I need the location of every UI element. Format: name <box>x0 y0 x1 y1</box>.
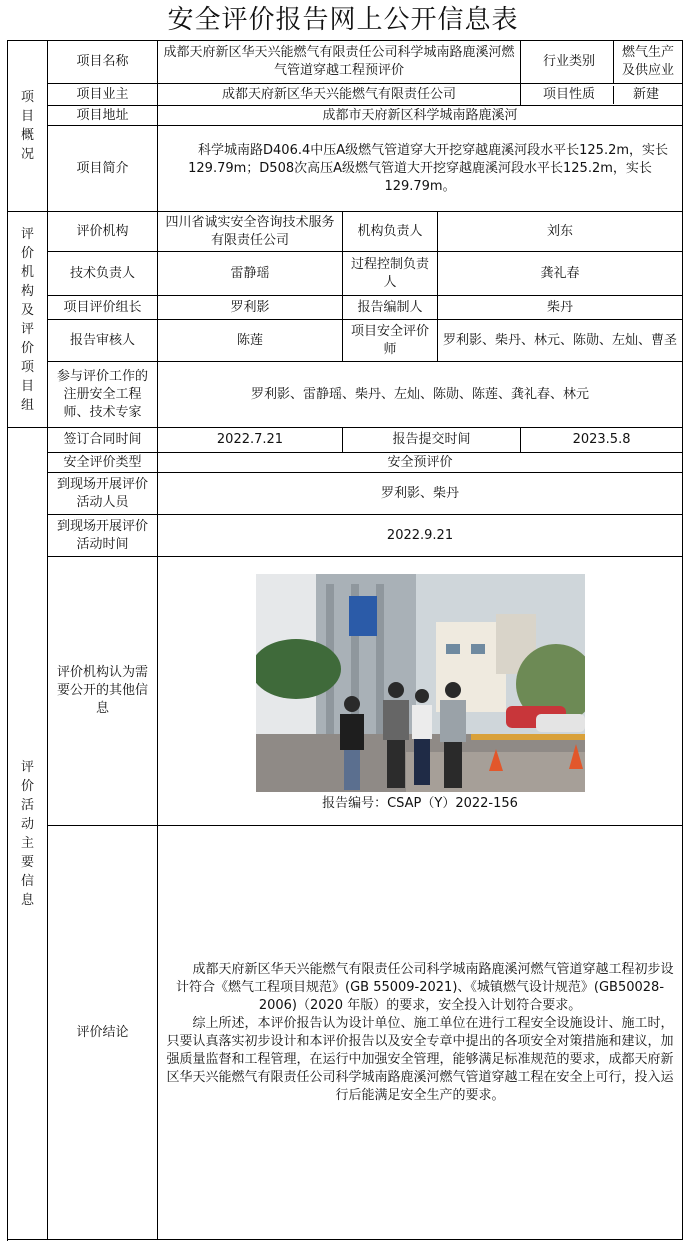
conclusion-paragraph-1: 成都天府新区华天兴能燃气有限责任公司科学城南路鹿溪河燃气管道穿越工程初步设计符合《燃气工程项目规范》(GB 55009-2021)、《城镇燃气设计规范》(GB50028-2006)（2020 年版）的要求，安全投入计划符合要求。 <box>176 961 674 1013</box>
type-label: 安全评价类型 <box>48 453 158 473</box>
row-onsite-people <box>8 473 683 515</box>
row-contract <box>8 428 683 453</box>
onsite-time-value: 2022.9.21 <box>158 515 683 557</box>
type-value: 安全预评价 <box>158 453 683 473</box>
nature-pair <box>525 86 678 104</box>
industry-cell <box>521 41 683 84</box>
row-conclusion <box>8 826 683 1240</box>
row-tech <box>8 252 683 296</box>
process-value: 龚礼春 <box>438 252 683 296</box>
leader-value: 罗利影 <box>158 296 343 320</box>
owner-label: 项目业主 <box>48 84 158 106</box>
onsite-people-label: 到现场开展评价活动人员 <box>48 473 158 515</box>
section-overview: 项目概况 <box>8 41 48 212</box>
row-reviewer <box>8 320 683 362</box>
row-experts <box>8 362 683 428</box>
head-label: 机构负责人 <box>343 212 438 252</box>
project-name-label: 项目名称 <box>48 41 158 84</box>
row-project-name <box>8 41 683 84</box>
address-value: 成都市天府新区科学城南路鹿溪河 <box>158 106 683 126</box>
site-photo-illustration <box>256 574 585 792</box>
project-name-value: 成都天府新区华天兴能燃气有限责任公司科学城南路鹿溪河燃气管道穿越工程预评价 <box>158 41 521 84</box>
row-onsite-time <box>8 515 683 557</box>
experts-label: 参与评价工作的注册安全工程师、技术专家 <box>48 362 158 428</box>
row-leader <box>8 296 683 320</box>
tech-label: 技术负责人 <box>48 252 158 296</box>
nature-label: 项目性质 <box>543 86 596 102</box>
reviewer-value: 陈莲 <box>158 320 343 362</box>
intro-label: 项目简介 <box>48 126 158 212</box>
site-photo <box>256 574 585 792</box>
row-address <box>8 106 683 126</box>
nature-cell <box>521 84 683 106</box>
writer-label: 报告编制人 <box>343 296 438 320</box>
section-org: 评价机构及评价项目组 <box>8 212 48 428</box>
submit-value: 2023.5.8 <box>521 428 683 453</box>
onsite-time-label: 到现场开展评价活动时间 <box>48 515 158 557</box>
intro-value: 科学城南路D406.4中压A级燃气管道穿大开挖穿越鹿溪河段水平长125.2m，实长129.79m；D508次高压A级燃气管道大开挖穿越鹿溪河段水平长125.2m，实长129.79m。 <box>158 126 683 212</box>
agency-label: 评价机构 <box>48 212 158 252</box>
contract-label: 签订合同时间 <box>48 428 158 453</box>
assessor-label: 项目安全评价师 <box>343 320 438 362</box>
report-number: 报告编号：CSAP（Y）2022-156 <box>322 795 518 811</box>
conclusion-value <box>158 826 683 1240</box>
conclusion-paragraph-2: 综上所述，本评价报告认为设计单位、施工单位在进行工程安全设施设计、施工时，只要认真落实初步设计和本评价报告以及安全专章中提出的各项安全对策措施和建议，加强质量监督和工程管理，在运行中加强安全管理，能够满足标准规范的要求，成都天府新区华天兴能燃气有限责任公司科学城南路鹿溪河燃气管道穿越工程在安全上可行，投入运行后能满足安全生产的要求。 <box>166 1015 674 1103</box>
other-info-label: 评价机构认为需要公开的其他信息 <box>48 557 158 826</box>
conclusion-label: 评价结论 <box>48 826 158 1240</box>
row-owner <box>8 84 683 106</box>
leader-label: 项目评价组长 <box>48 296 158 320</box>
contract-value: 2022.7.21 <box>158 428 343 453</box>
head-value: 刘东 <box>438 212 683 252</box>
page-title: 安全评价报告网上公开信息表 <box>167 5 519 35</box>
tech-value: 雷静瑶 <box>158 252 343 296</box>
agency-value: 四川省诚实安全咨询技术服务有限责任公司 <box>158 212 343 252</box>
row-agency <box>8 212 683 252</box>
reviewer-label: 报告审核人 <box>48 320 158 362</box>
row-other-info <box>8 557 683 826</box>
address-label: 项目地址 <box>48 106 158 126</box>
submit-label: 报告提交时间 <box>343 428 521 453</box>
writer-value: 柴丹 <box>438 296 683 320</box>
experts-value: 罗利影、雷静瑶、柴丹、左灿、陈勋、陈莲、龚礼春、林元 <box>158 362 683 428</box>
other-info-value <box>158 557 683 826</box>
industry-pair <box>525 41 678 83</box>
owner-value: 成都天府新区华天兴能燃气有限责任公司 <box>158 84 521 106</box>
industry-label: 行业类别 <box>543 54 596 69</box>
nature-value: 新建 <box>613 86 678 104</box>
industry-value: 燃气生产及供应业 <box>613 41 678 83</box>
onsite-people-value: 罗利影、柴丹 <box>158 473 683 515</box>
info-table <box>7 40 683 1240</box>
row-intro <box>8 126 683 212</box>
process-label: 过程控制负责人 <box>343 252 438 296</box>
assessor-value: 罗利影、柴丹、林元、陈勋、左灿、曹圣 <box>438 320 683 362</box>
row-type <box>8 453 683 473</box>
section-activity: 评价活动主要信息 <box>8 428 48 1240</box>
